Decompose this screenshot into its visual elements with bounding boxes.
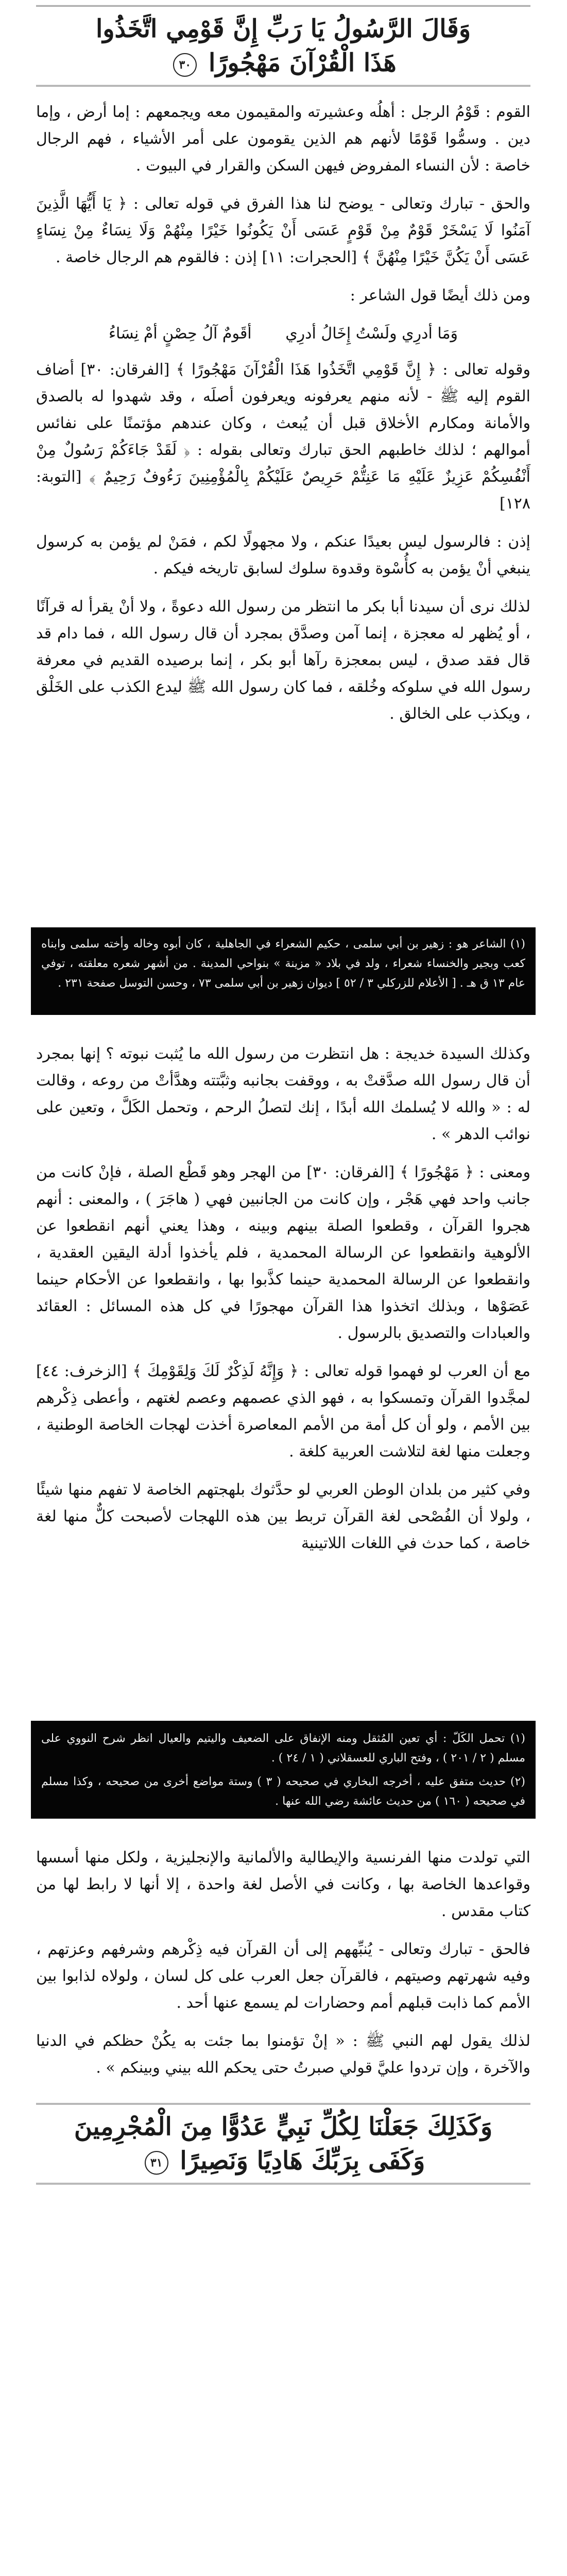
ayah-number-badge: ٣٠ bbox=[173, 53, 197, 77]
paragraph: لذلك يقول لهم النبي ﷺ : « إنْ تؤمنوا بما جئت به يكُنْ حظكم في الدنيا والآخرة ، وإن تردوا عليَّ قولي صبرتُ حتى يحكم الله بيني وبينكم » . bbox=[36, 2032, 530, 2077]
page-2 bbox=[0, 1030, 567, 1716]
paragraph: القوم : قَوْمُ الرجل : أهلُه وعشيرته والمقيمون معه ويجمعهم : إما أرض ، وإما دين . وسمُّوا قَوْمًا لأنهم هم الذين يقومون على أمر الأشياء ، فهم الرجال خاصة : لأن النساء المفروض فيهن السكن والقرار في البيوت . bbox=[36, 103, 530, 175]
verse-banner-line-2 bbox=[36, 2144, 530, 2178]
paragraph: مع أن العرب لو فهموا قوله تعالى : ﴿ وَإِنَّهُ لَذِكْرٌ لَكَ وَلِقَوْمِكَ ﴾ [الزخرف: ٤٤] لمجَّدوا القرآن وتمسكوا به ، فهو الذي عصمهم وعصم لغتهم ، وأعطى ذِكْرهم بين الأمم ، ولو أن كل أمة من الأمم المعاصرة أخذت لهجات الخاصة الوطنية ، وجعلت منها لغة لتلاشت العربية كلغة . bbox=[36, 1362, 530, 1461]
page-1 bbox=[0, 0, 567, 927]
verse-banner-line-2-text: وَكَفَى بِرَبِّكَ هَادِيًا وَنَصِيرًا bbox=[180, 2146, 425, 2175]
poem-hemistich-2: أقَومٌ آلُ حِصْنٍ أمْ نِسَاءُ bbox=[108, 325, 252, 343]
paragraph: ومن ذلك أيضًا قول الشاعر : bbox=[350, 286, 530, 304]
verse-banner-line-1: وَقَالَ الرَّسُولُ يَا رَبِّ إِنَّ قَوْمِي اتَّخَذُوا bbox=[95, 14, 471, 43]
paragraph: وفي كثير من بلدان الوطن العربي لو حدَّثوك بلهجتهم الخاصة لا تفهم منها شيئًا ، ولولا أن الفُصْحى لغة القرآن تربط بين هذه اللهجات لأصبحت كلٌّ منها لغة خاصة ، كما حدث في اللغات اللاتينية bbox=[36, 1481, 530, 1552]
footnote-band bbox=[31, 1721, 536, 1819]
verse-banner-line-2-text: هَذَا الْقُرْآنَ مَهْجُورًا bbox=[209, 48, 397, 77]
page-3 bbox=[0, 1834, 567, 2545]
paragraph: ومعنى : ﴿ مَهْجُورًا ﴾ [الفرقان: ٣٠] من الهجر وهو قَطْع الصلة ، فإنْ كانت من جانب واحد فهي هَجْر ، وإن كانت من الجانبين فهي ( هاجَرَ ) ، والمعنى : أنهم هجروا القرآن ، وقطعوا الصلة بينهم وبينه ، وهذا يعني أنهم انقطعوا عن الألوهية وانقطعوا عن الرسالة المحمدية ، فلم يأخذوا أدلة اليقين العقدية ، وانقطعوا عن الرسالة المحمدية حينما كذَّبوا بها ، وانقطعوا عن الأحكام حينما عَصَوْها ، وبذلك اتخذوا هذا القرآن مهجورًا في كل هذه المسائل : العقائد والعبادات والتصديق بالرسول . bbox=[36, 1163, 530, 1342]
poem-verse bbox=[36, 320, 530, 347]
paragraph: لذلك نرى أن سيدنا أبا بكر ما انتظر من رسول الله دعوةً ، ولا أنْ يقرأ له قرآنًا ، أو يُظهر له معجزة ، إنما آمن وصدَّق بمجرد أن قال رسول الله ، فما دام قد قال فقد صدق ، ليس بمعجزة رآها أبو بكر ، إنما برصيده القديم في معرفة رسول الله في سلوكه وخُلقه ، فما كان رسول الله ﷺ ليدع الكذب على الخَلْق ، ويكذب على الخالق . bbox=[36, 598, 530, 723]
footnote-text: (٢) حديث متفق عليه ، أخرجه البخاري في صحيحه ( ٣ ) وستة مواضع أخرى من صحيحه ، وكذا مسلم في صحيحه ( ١٦٠ ) من حديث عائشة رضي الله عنها . bbox=[41, 1775, 525, 1808]
footnote-text: (١) الشاعر هو : زهير بن أبي سلمى ، حكيم الشعراء في الجاهلية ، كان أبوه وخاله وأخته سلمى وابناه كعب وبجير والخنساء شعراء ، ولد في بلاد « مزينة » بنواحي المدينة . من أشهر شعره معلقته ، توفي عام ١٣ ق هـ . [ الأعلام للزركلي ٣ / ٥٢ ] ديوان زهير بن أبي سلمى ٧٣ ، وحسن التوسل صفحة ٢٣١ . bbox=[41, 938, 525, 990]
verse-banner-line-1: وَكَذَلِكَ جَعَلْنَا لِكُلِّ نَبِيٍّ عَدُوًّا مِنَ الْمُجْرِمِينَ bbox=[74, 2112, 493, 2141]
paragraph: والحق - تبارك وتعالى - يوضح لنا هذا الفرق في قوله تعالى : ﴿ يَا أَيُّهَا الَّذِينَ آمَنُوا لَا يَسْخَرْ قَوْمٌ مِنْ قَوْمٍ عَسَى أَنْ يَكُونُوا خَيْرًا مِنْهُمْ وَلَا نِسَاءٌ مِنْ نِسَاءٍ عَسَى أَنْ يَكُنَّ خَيْرًا مِنْهُنَّ ﴾ [الحجرات: ١١] إذن : فالقوم هم الرجال خاصة . bbox=[36, 195, 530, 266]
poem-hemistich-1: وَمَا أدرِي ولَسْتُ إِخَالُ أدرِي bbox=[285, 325, 458, 343]
ayah-number-badge: ٣١ bbox=[145, 2151, 168, 2175]
paragraph: وكذلك السيدة خديجة : هل انتظرت من رسول الله ما يُثبت نبوته ؟ إنها بمجرد أن قال رسول الله صدَّقتْ به ، ووقفت بجانبه وثبَّتته وهدَّأتْ من روعه ، وقالت له : « والله لا يُسلمك الله أبدًا ، إنك لتصلُ الرحم ، وتحمل الكَلَّ ، وتعين على نوائب الدهر » . bbox=[36, 1045, 530, 1143]
verse-banner bbox=[36, 2103, 530, 2184]
paragraph: إذن : فالرسول ليس بعيدًا عنكم ، ولا مجهولًا لكم ، فمَنْ لم يؤمن به كرسول ينبغي أنْ يؤمن به كأُسْوة وقدوة سلوك لسابق تاريخه فيكم . bbox=[36, 533, 530, 578]
paragraph: التي تولدت منها الفرنسية والإيطالية والألمانية والإنجليزية ، ولكل منها أسسها وقواعدها الخاصة بها ، وكانت في الأصل لغة واحدة ، إلا أنها لا رابط لها من كتاب مقدس . bbox=[36, 1849, 530, 1920]
paragraph: وقوله تعالى : ﴿ إِنَّ قَوْمِي اتَّخَذُوا هَذَا الْقُرْآنَ مَهْجُورًا ﴾ [الفرقان: ٣٠] أضاف القوم إليه ﷺ - لأنه منهم يعرفونه ويعرفون أصلَه ، وقد شهدوا له بالصدق والأمانة ومكارم الأخلاق قبل أن يُبعث ، وكان عندهم مؤتمنًا على نفائس أموالهم ؛ لذلك خاطبهم الحق تبارك وتعالى بقوله : ﴿ لَقَدْ جَاءَكُمْ رَسُولٌ مِنْ أَنْفُسِكُمْ عَزِيزٌ عَلَيْهِ مَا عَنِتُّمْ حَرِيصٌ عَلَيْكُمْ بِالْمُؤْمِنِينَ رَءُوفٌ رَحِيمٌ ﴾ [التوبة: ١٢٨] bbox=[36, 361, 530, 513]
paragraph: فالحق - تبارك وتعالى - يُنبِّههم إلى أن القرآن فيه ذِكْرهم وشرفهم وعزتهم ، وفيه شهرتهم وصيتهم ، فالقرآن جعل العرب على كل لسان ، ولولاه لذابوا بين الأمم كما ذابت قبلهم أمم وحضارات لم يسمع عنها أحد . bbox=[36, 1940, 530, 2012]
footnote-text: (١) تحمل الكَلّ : أي تعين المُثقل ومنه الإنفاق على الضعيف واليتيم والعيال انظر شرح النووي على مسلم ( ٢ / ٢٠١ ) ، وفتح الباري للعسقلاني ( ١ / ٢٤ ) . bbox=[41, 1732, 525, 1765]
verse-banner-line-2 bbox=[36, 46, 530, 80]
footnote-band bbox=[31, 927, 536, 1015]
verse-banner bbox=[36, 5, 530, 87]
